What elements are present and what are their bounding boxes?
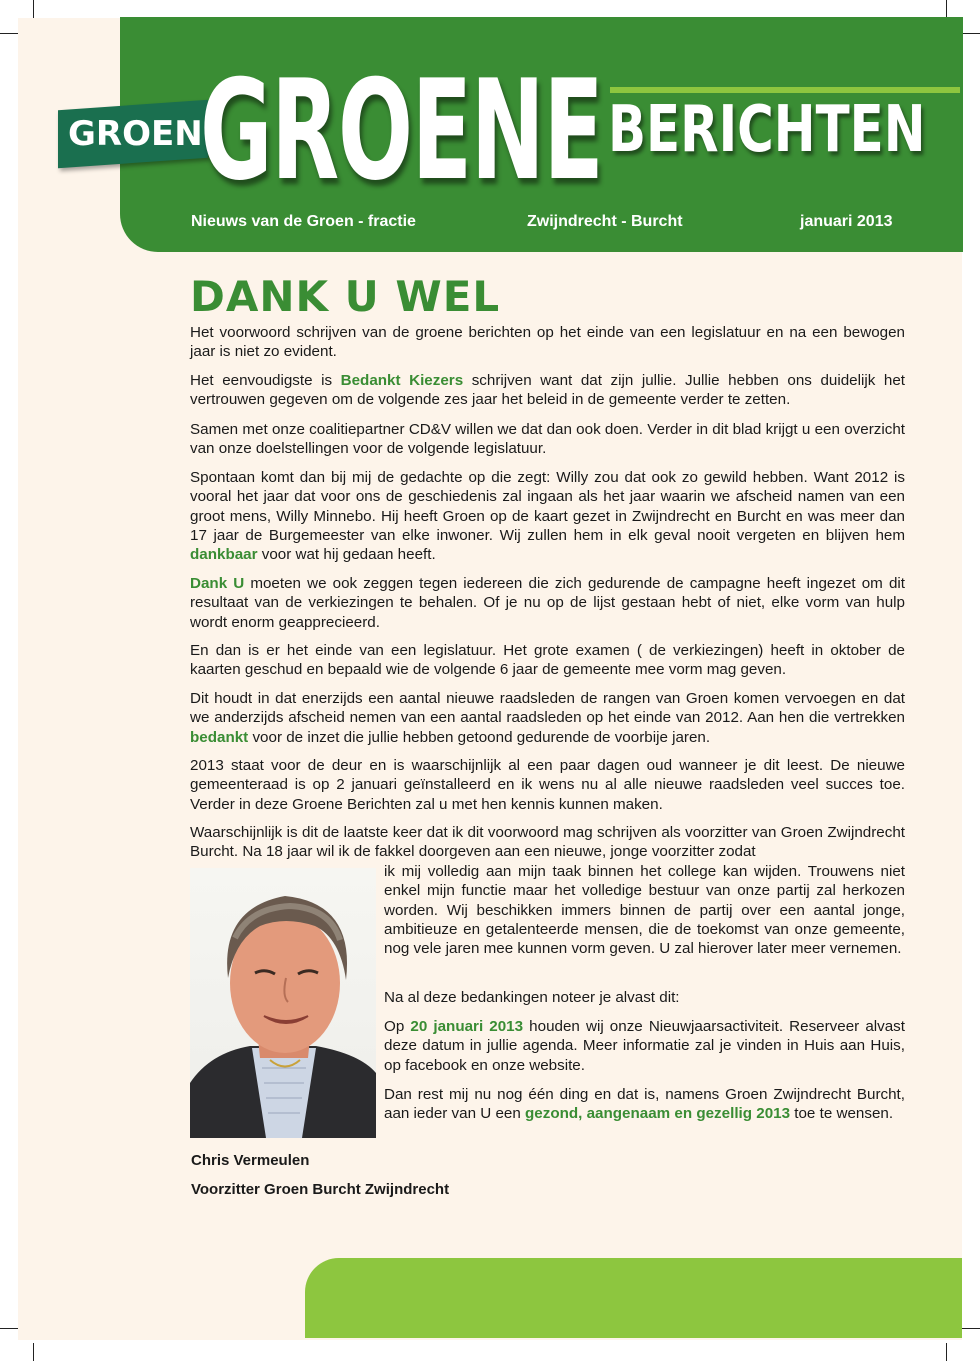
paragraph: Het eenvoudigste is Bedankt Kiezers schrijven want dat zijn jullie. Jullie hebben ons duidelijk het vertrouwen gegeven om de volgende zes jaar het beleid in de gemeente verder te zetten. (190, 372, 906, 409)
crop-mark (962, 1328, 980, 1329)
signature-role: Voorzitter Groen Burcht Zwijndrecht (191, 1181, 450, 1198)
crop-mark (33, 1343, 34, 1361)
crop-mark (0, 33, 18, 34)
masthead-subtitle: BERICHTEN (608, 93, 926, 167)
highlight-text: 20 januari 2013 (410, 1018, 524, 1035)
signature-name: Chris Vermeulen (191, 1152, 310, 1169)
masthead-title: GROENE (200, 50, 603, 211)
highlight-text: bedankt (190, 728, 249, 746)
paragraph: Dank U moeten we ook zeggen tegen iedereen die zich gedurende de campagne heeft ingezet om dit resultaat van de verkiezingen te behalen. Of je nu op de lijst gestaan hebt of niet, elke vorm van hulp wordt enorm geapprecieerd. (190, 575, 905, 631)
highlight-text: Dank U (190, 575, 245, 592)
paragraph: Spontaan komt dan bij mij de gedachte op die zegt: Willy zou dat ook zo gewild hebben. Want 2012 is vooral het jaar dat voor ons de geschiedenis zal ingaan als het jaar waarin we afscheid namen van een groot mens, Willy Minnebo. Hij heeft Groen op de kaart gezet in Zwijndrecht en Burcht en was meer dan 17 jaar de Burgemeester van elke inwoner. Wij zullen hem in elk geval nooit vergeten en blijven hem dankbaar voor wat hij gedaan heeft. (190, 469, 905, 564)
paragraph: Samen met onze coalitiepartner CD&V willen we dat dan ook doen. Verder in dit blad krijgt u een overzicht van onze doelstellingen voor de volgende legislatuur. (190, 421, 905, 458)
paragraph: Dit houdt in dat enerzijds een aantal nieuwe raadsleden de rangen van Groen komen vervoegen en dat we anderzijds afscheid nemen van een aantal raadsleden op het einde van 2012. Aan hen die vertrekken bedankt voor de inzet die jullie hebben getoond gedurende de voorbije jaren. (190, 690, 905, 746)
highlight-text: gezond, aangenaam en gezellig 2013 (525, 1105, 791, 1123)
author-portrait-photo (190, 868, 376, 1138)
article-headline: DANK U WEL (190, 272, 501, 321)
paragraph: En dan is er het einde van een legislatuur. Het grote examen ( de verkiezingen) heeft in oktober de kaarten geschud en bepaald wie de volgende 6 jaar de gemeente mee vorm mag geven. (190, 642, 905, 679)
paragraph: Het voorwoord schrijven van de groene berichten op het einde van een legislatuur en na een bewogen jaar is niet zo evident. (190, 324, 905, 361)
paragraph: Op 20 januari 2013 houden wij onze Nieuwjaarsactiviteit. Reserveer alvast deze datum in jullie agenda. Meer informatie zal je vinden in Huis aan Huis, op facebook en onze website. (384, 1018, 905, 1074)
crop-mark (0, 1328, 18, 1329)
masthead-tagline: Nieuws van de Groen - fractie (191, 213, 416, 230)
masthead-date: januari 2013 (800, 213, 893, 230)
paragraph: Na al deze bedankingen noteer je alvast dit: (384, 989, 680, 1006)
masthead-location: Zwijndrecht - Burcht (527, 213, 683, 230)
footer-accent-bar (305, 1258, 962, 1338)
groen-logo: GROEN (68, 114, 203, 154)
paragraph: 2013 staat voor de deur en is waarschijnlijk al een paar dagen oud wanneer je dit leest. De nieuwe gemeenteraad is op 2 januari geïnstalleerd en ik wens nu al alle nieuwe raadsleden veel succes toe. Verder in deze Groene Berichten zal u met hen kennis kunnen maken. (190, 757, 905, 813)
highlight-text: Bedankt Kiezers (340, 372, 464, 389)
crop-mark (33, 0, 34, 18)
crop-mark (962, 33, 980, 34)
paragraph: Dan rest mij nu nog één ding en dat is, namens Groen Zwijndrecht Burcht, aan ieder van U een gezond, aangenaam en gezellig 2013 toe te wensen. (384, 1086, 905, 1123)
paragraph: ik mij volledig aan mijn taak binnen het college kan wijden. Trouwens niet enkel mijn functie maar het volledige bestuur van onze partij zal herkozen worden. Wij beschikken immers binnen de partij over een aantal jonge, ambitieuze en getalenteerde mensen, die de toekomst van onze gemeente, nog vele jaren mee kunnen vorm geven. U zal hierover later meer vernemen. (384, 863, 905, 958)
crop-mark (946, 1343, 947, 1361)
highlight-text: dankbaar (190, 546, 258, 564)
crop-mark (946, 0, 947, 18)
paragraph: Waarschijnlijk is dit de laatste keer dat ik dit voorwoord mag schrijven als voorzitter van Groen Zwijndrecht Burcht. Na 18 jaar wil ik de fakkel doorgeven aan een nieuwe, jonge voorzitter zodat (190, 824, 905, 861)
